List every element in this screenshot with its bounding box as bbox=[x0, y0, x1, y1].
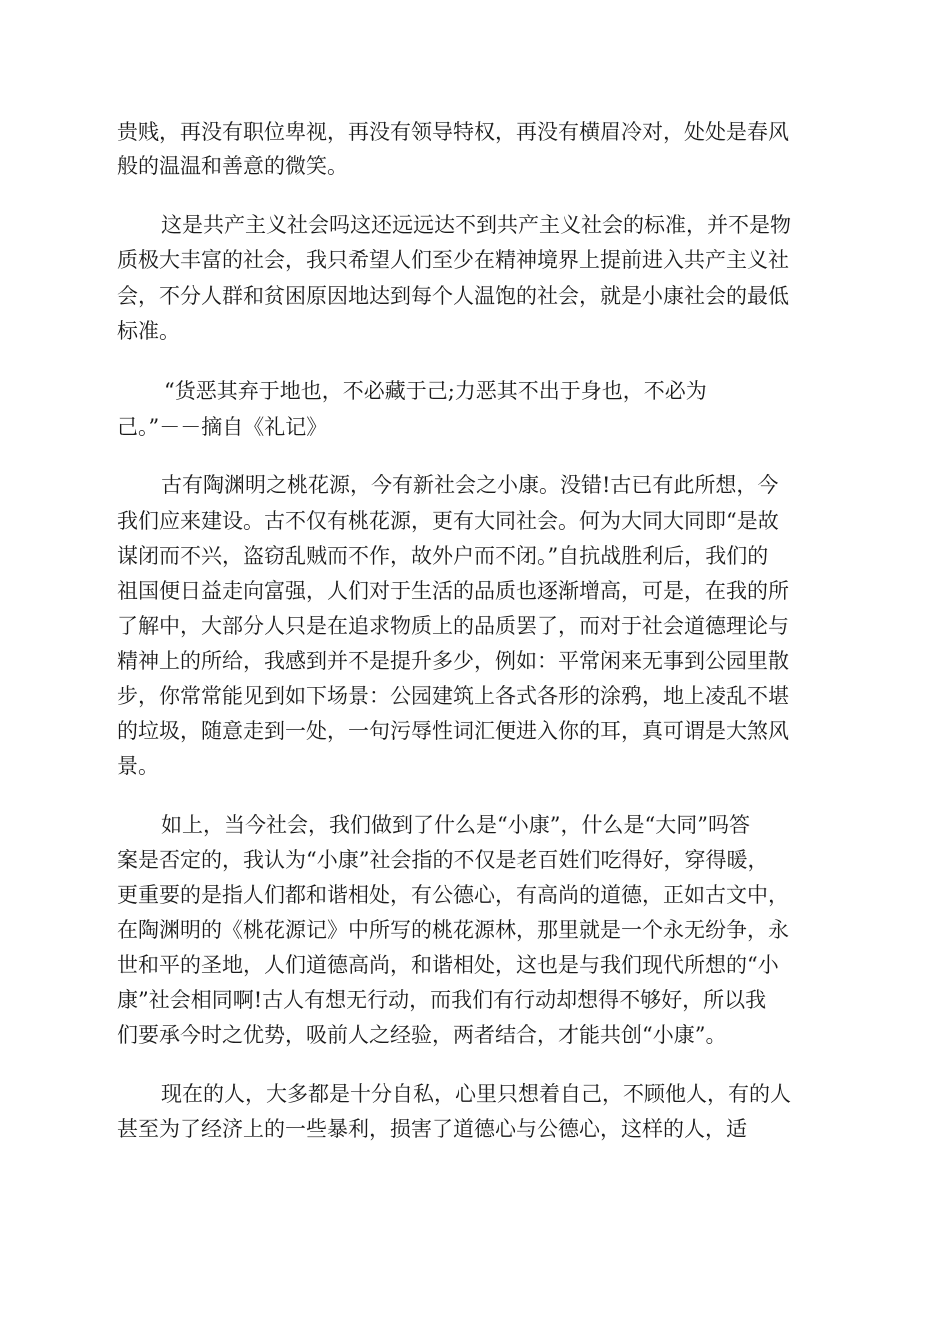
text-line: 祖国便日益走向富强，人们对于生活的品质也逐渐增高，可是，在我的所 bbox=[117, 579, 789, 603]
text-line: 更重要的是指人们都和谐相处，有公德心，有高尚的道德，正如古文中， bbox=[117, 883, 789, 907]
text-line: 的垃圾，随意走到一处，一句污辱性词汇便进入你的耳，真可谓是大煞风 bbox=[117, 719, 789, 743]
text-line: 案是否定的，我认为“小康”社会指的不仅是老百姓们吃得好，穿得暖， bbox=[117, 848, 769, 872]
text-line: 如上，当今社会，我们做到了什么是“小康”，什么是“大同”吗答 bbox=[161, 813, 750, 837]
text-line: 现在的人，大多都是十分自私，心里只想着自己，不顾他人，有的人 bbox=[161, 1082, 791, 1106]
text-line: 古有陶渊明之桃花源，今有新社会之小康。没错!古已有此所想，今 bbox=[161, 473, 779, 497]
text-line: 在陶渊明的《桃花源记》中所写的桃花源林，那里就是一个永无纷争，永 bbox=[117, 918, 789, 942]
text-line: 康”社会相同啊!古人有想无行动，而我们有行动却想得不够好，所以我 bbox=[117, 988, 767, 1012]
text-line: 己。”－－摘自《礼记》 bbox=[117, 415, 328, 439]
text-line: 我们应来建设。古不仅有桃花源，更有大同社会。何为大同大同即“是故 bbox=[117, 509, 779, 533]
text-line: 步，你常常能见到如下场景：公园建筑上各式各形的涂鸦，地上凌乱不堪 bbox=[117, 684, 789, 708]
text-line: 了解中，大部分人只是在追求物质上的品质罢了，而对于社会道德理论与 bbox=[117, 614, 789, 638]
text-line: 甚至为了经济上的一些暴利，损害了道德心与公德心，这样的人，适 bbox=[117, 1117, 747, 1141]
text-line: 会，不分人群和贫困原因地达到每个人温饱的社会，就是小康社会的最低 bbox=[117, 284, 789, 308]
text-line: 贵贱，再没有职位卑视，再没有领导特权，再没有横眉冷对，处处是春风 bbox=[117, 120, 789, 144]
text-line: 标准。 bbox=[117, 319, 180, 343]
text-line: 景。 bbox=[117, 754, 159, 778]
text-line: 世和平的圣地，人们道德高尚，和谐相处，这也是与我们现代所想的“小 bbox=[117, 953, 779, 977]
text-line: 般的温温和善意的微笑。 bbox=[117, 154, 348, 178]
text-line: “货恶其弃于地也，不必藏于己;力恶其不出于身也，不必为 bbox=[164, 379, 707, 403]
text-line: 谋闭而不兴，盗窃乱贼而不作，故外户而不闭。”自抗战胜利后，我们的 bbox=[117, 544, 769, 568]
text-line: 这是共产主义社会吗这还远远达不到共产主义社会的标准，并不是物 bbox=[161, 213, 791, 237]
text-line: 质极大丰富的社会，我只希望人们至少在精神境界上提前进入共产主义社 bbox=[117, 248, 789, 272]
text-line: 们要承今时之优势，吸前人之经验，两者结合，才能共创“小康”。 bbox=[117, 1023, 727, 1047]
text-line: 精神上的所给，我感到并不是提升多少，例如：平常闲来无事到公园里散 bbox=[117, 649, 789, 673]
